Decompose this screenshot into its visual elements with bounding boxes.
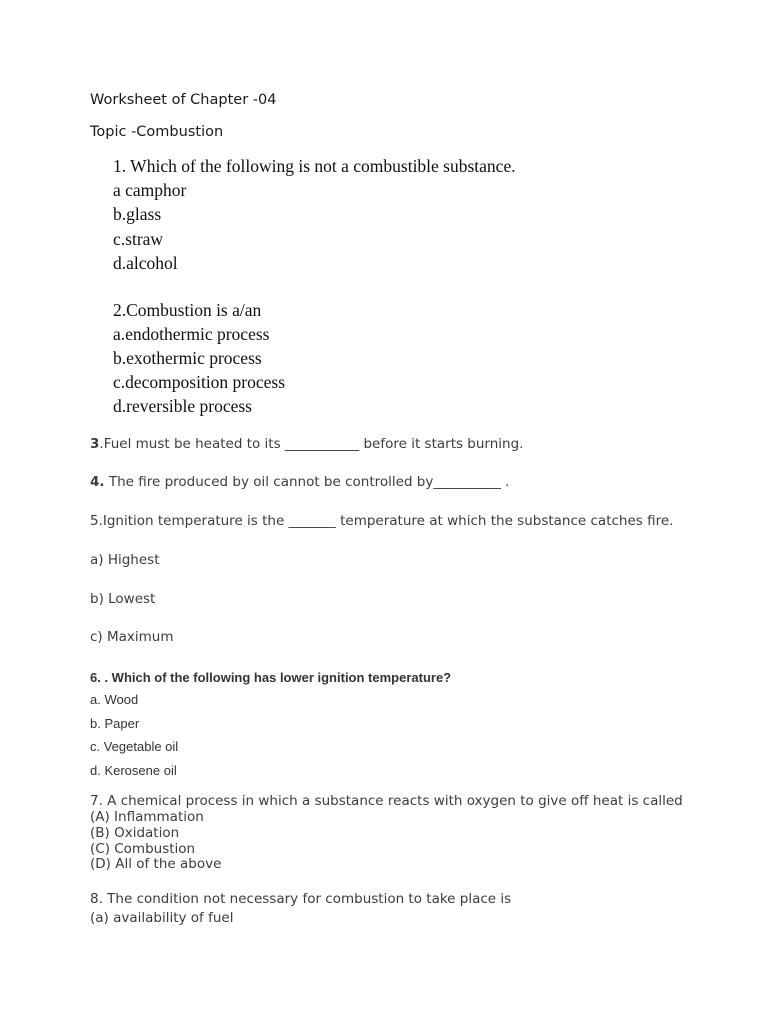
q6-option-b: b. Paper bbox=[90, 716, 140, 731]
q2-option-d: d.reversible process bbox=[113, 396, 252, 416]
q1-option-c: c.straw bbox=[113, 229, 164, 249]
q1-option-b: b.glass bbox=[113, 204, 162, 224]
q2-option-c: c.decomposition process bbox=[113, 372, 286, 392]
q8-question: 8. The condition not necessary for combustion to take place is bbox=[90, 891, 512, 907]
q4-text: The fire produced by oil cannot be controlled by__________ . bbox=[104, 474, 510, 490]
q2-option-a: a.endothermic process bbox=[113, 324, 270, 344]
q4-question bbox=[90, 474, 509, 490]
q5-option-b: b) Lowest bbox=[90, 591, 156, 607]
q3-number: 3 bbox=[90, 436, 100, 452]
q6-option-d: d. Kerosene oil bbox=[90, 763, 177, 778]
q2-option-b: b.exothermic process bbox=[113, 348, 262, 368]
q4-number: 4. bbox=[90, 474, 105, 490]
q3-text: .Fuel must be heated to its ___________ before it starts burning. bbox=[99, 436, 524, 452]
q7-option-d: (D) All of the above bbox=[90, 856, 222, 872]
q5-option-a: a) Highest bbox=[90, 552, 160, 568]
q8-option-a: (a) availability of fuel bbox=[90, 910, 234, 926]
q3-question bbox=[90, 436, 523, 452]
q6-option-a: a. Wood bbox=[90, 692, 139, 707]
q1-option-a: a camphor bbox=[113, 180, 187, 200]
q5-question: 5.Ignition temperature is the _______ temperature at which the substance catches fire. bbox=[90, 513, 674, 529]
q2-question: 2.Combustion is a/an bbox=[113, 300, 262, 320]
q1-question: 1. Which of the following is not a combustible substance. bbox=[113, 156, 516, 176]
worksheet-title: Worksheet of Chapter -04 bbox=[90, 92, 277, 108]
q7-question: 7. A chemical process in which a substance reacts with oxygen to give off heat is called bbox=[90, 793, 683, 809]
q7-option-b: (B) Oxidation bbox=[90, 825, 180, 841]
topic-heading: Topic -Combustion bbox=[90, 124, 224, 140]
q1-option-d: d.alcohol bbox=[113, 253, 178, 273]
q6-option-c: c. Vegetable oil bbox=[90, 739, 179, 754]
q7-option-a: (A) Inflammation bbox=[90, 809, 204, 825]
q6-question: 6. . Which of the following has lower ignition temperature? bbox=[90, 670, 452, 685]
q7-option-c: (C) Combustion bbox=[90, 841, 196, 857]
q5-option-c: c) Maximum bbox=[90, 629, 174, 645]
